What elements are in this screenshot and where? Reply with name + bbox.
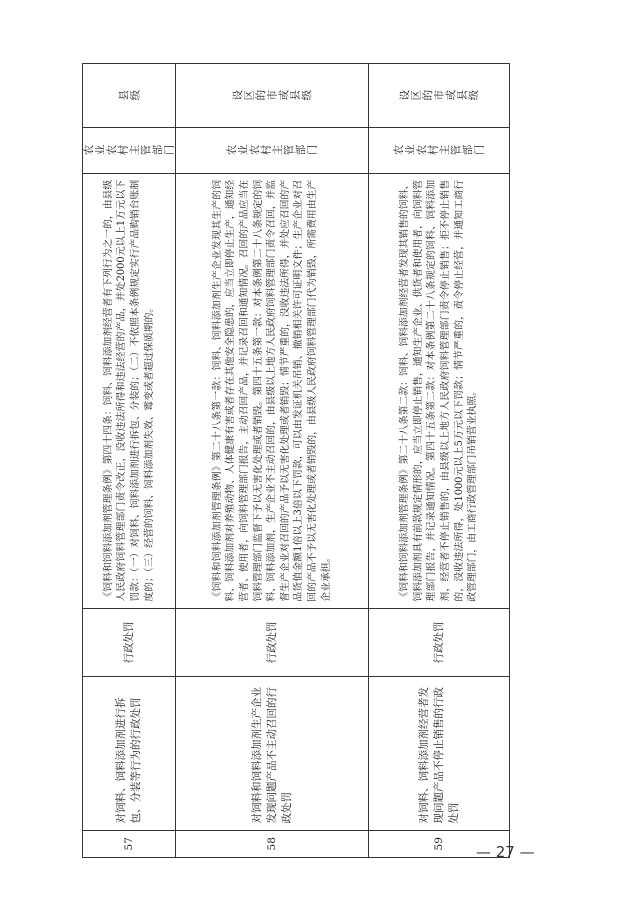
table-row xyxy=(83,64,176,858)
dept-cell xyxy=(176,128,369,174)
item-name: 对饲料和饲料添加剂生产企业发现问题产品不主动召回的行政处罚 xyxy=(176,677,369,830)
row-number: 59 xyxy=(369,830,510,857)
department: 农业农村主管部门 xyxy=(393,144,485,157)
department: 农业农村主管部门 xyxy=(83,144,175,157)
row-number: 57 xyxy=(83,830,176,857)
item-name: 对饲料、饲料添加剂进行拆包、分装等行为的行政处罚 xyxy=(83,677,176,830)
legal-basis: 《饲料和饲料添加剂管理条例》第二十八条第二款：饲料、饲料添加剂经营者发现其销售的饲料、饲料添加剂具有前款规定情形的，应当立即停止销售，通知生产企业、供货者和使用者，向饲料管理部门报告，并记录通知情况。第四十五条第二款：对本条例第二十八条规定的饲料、饲料添加剂，经营者不停止销售的，由县级以上地方人民政府饲料管理部门责令停止销售；拒不停止销售的，没收违法所得，处1000元以上5万元以下罚款；情节严重的，责令停止经营，并通知工商行政管理部门，由工商行政管理部门吊销营业执照。 xyxy=(369,173,510,608)
level-cell xyxy=(83,64,176,128)
legal-basis: 《饲料和饲料添加剂管理条例》第二十八条第一款：饲料、饲料添加剂生产企业发现其生产的饲料、饲料添加剂对养殖动物、人体健康有害或者存在其他安全隐患的，应当立即停止生产，通知经营者、使用者，向饲料管理部门报告，主动召回产品，并记录召回和通知情况。召回的产品应当在饲料管理部门监督下予以无害化处理或者销毁。第四十五条第一款：对本条例第二十八条规定的饲料、饲料添加剂，生产企业不主动召回的，由县级以上地方人民政府饲料管理部门责令召回，并监督生产企业对召回的产品予以无害化处理或者销毁；情节严重的，没收违法所得，并处应召回的产品货值金额1倍以上3倍以下罚款，可以由发证机关吊销、撤销相关许可证明文件；生产企业对召回的产品不予以无害化处理或者销毁的，由县级人民政府饲料管理部门代为销毁，所需费用由生产企业承担。 xyxy=(176,173,369,608)
rotated-table-wrapper xyxy=(82,63,485,858)
dept-cell xyxy=(83,128,176,174)
item-name: 对饲料、饲料添加剂经营者发现问题产品不停止销售的行政处罚 xyxy=(369,677,510,830)
row-number: 58 xyxy=(176,830,369,857)
level-cell xyxy=(369,64,510,128)
level: 县级 xyxy=(117,89,141,102)
item-type: 行政处罚 xyxy=(369,608,510,677)
item-type: 行政处罚 xyxy=(83,608,176,677)
table-row xyxy=(369,64,510,858)
page-number: — 27 — xyxy=(476,843,535,861)
level: 设区的市或县级 xyxy=(231,89,313,102)
legal-basis: 《饲料和饲料添加剂管理条例》第四十四条：饲料、饲料添加剂经营者有下列行为之一的，由县级人民政府饲料管理部门责令改正，没收违法所得和违法经营的产品，并处2000元以上1万元以下罚款：（一）对饲料、饲料添加剂进行拆包、分装的；（二）不依照本条例规定实行产品购销台账制度的；（三）经营的饲料、饲料添加剂失效、霉变或者超过保质期的。 xyxy=(83,173,176,608)
level: 设区的市或县级 xyxy=(398,89,480,102)
item-type: 行政处罚 xyxy=(176,608,369,677)
department: 农业农村主管部门 xyxy=(226,144,318,157)
dept-cell xyxy=(369,128,510,174)
penalty-table xyxy=(82,63,510,858)
level-cell xyxy=(176,64,369,128)
table-row xyxy=(176,64,369,858)
